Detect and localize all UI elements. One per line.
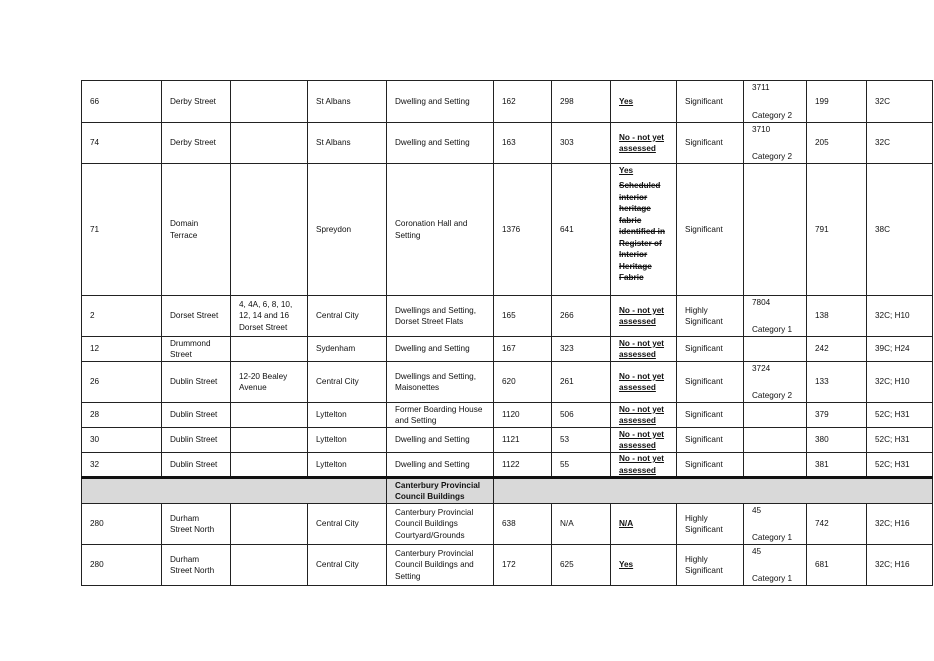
- additional-address: [231, 123, 308, 164]
- street-number: 280: [82, 545, 162, 586]
- significance: Significant: [677, 164, 744, 296]
- planning-map-number: 381: [807, 453, 867, 478]
- additional-address: [231, 428, 308, 453]
- suburb: Central City: [308, 504, 387, 545]
- planning-map-ref: 32C; H16: [867, 545, 933, 586]
- street-name: Durham Street North: [162, 504, 231, 545]
- suburb: St Albans: [308, 123, 387, 164]
- interior-status-text: Yes: [619, 166, 634, 175]
- street-name: Dublin Street: [162, 403, 231, 428]
- significance: Highly Significant: [677, 296, 744, 337]
- listing-number: 3724: [752, 364, 771, 373]
- listing-number: 45: [752, 547, 762, 556]
- interior-status-text: No - not yet assessed: [619, 454, 665, 475]
- planning-map-number: 138: [807, 296, 867, 337]
- significance: Significant: [677, 337, 744, 362]
- interior-status-text: No - not yet assessed: [619, 371, 665, 392]
- street-name: Dorset Street: [162, 296, 231, 337]
- suburb: Lyttelton: [308, 453, 387, 478]
- suburb: Central City: [308, 362, 387, 403]
- listing-number: 3710: [752, 125, 771, 134]
- section-heading-row: [82, 478, 933, 504]
- interior-status-text: No - not yet assessed: [619, 305, 665, 326]
- planning-map-ref: 52C; H31: [867, 428, 933, 453]
- street-number: 74: [82, 123, 162, 164]
- planning-map-number: 742: [807, 504, 867, 545]
- street-number: 26: [82, 362, 162, 403]
- section-spacer: [82, 478, 387, 504]
- heritage-item-number: 1122: [494, 453, 552, 478]
- planning-map-ref: 52C; H31: [867, 453, 933, 478]
- listing-number: 45: [752, 506, 762, 515]
- description: Former Boarding House and Setting: [387, 403, 494, 428]
- planning-map-ref: 38C: [867, 164, 933, 296]
- additional-address: [231, 81, 308, 123]
- additional-address: [231, 504, 308, 545]
- additional-address: [231, 453, 308, 478]
- significance: Highly Significant: [677, 545, 744, 586]
- street-name: Drummond Street: [162, 337, 231, 362]
- interior-status: [611, 296, 677, 337]
- nzhpt-listing: [744, 545, 807, 586]
- heritage-item-number: 1120: [494, 403, 552, 428]
- interior-status: [611, 337, 677, 362]
- significance: Significant: [677, 123, 744, 164]
- description: Dwellings and Setting, Maisonettes: [387, 362, 494, 403]
- description: Dwelling and Setting: [387, 123, 494, 164]
- interior-status: [611, 81, 677, 123]
- heritage-item-number: 165: [494, 296, 552, 337]
- nzhpt-listing: [744, 362, 807, 403]
- planning-map-number: 791: [807, 164, 867, 296]
- description: Canterbury Provincial Council Buildings Courtyard/Grounds: [387, 504, 494, 545]
- heritage-item-number: 162: [494, 81, 552, 123]
- nzhpt-listing: [744, 453, 807, 478]
- listing-category: Category 1: [752, 324, 793, 334]
- interior-status: [611, 545, 677, 586]
- table-row: [82, 123, 933, 164]
- struck-interior-note: Scheduled interior heritage fabric identified in Register of Interior Heritage Fabric: [619, 181, 665, 283]
- additional-address: 4, 4A, 6, 8, 10, 12, 14 and 16 Dorset Street: [231, 296, 308, 337]
- table-row: [82, 164, 933, 296]
- street-number: 30: [82, 428, 162, 453]
- suburb: Central City: [308, 545, 387, 586]
- interior-status: [611, 164, 677, 296]
- significance: Significant: [677, 81, 744, 123]
- additional-address: 12-20 Bealey Avenue: [231, 362, 308, 403]
- table-row: [82, 545, 933, 586]
- significance: Significant: [677, 362, 744, 403]
- table-row: [82, 428, 933, 453]
- nzhpt-listing: [744, 296, 807, 337]
- heritage-item-number: 163: [494, 123, 552, 164]
- setting-number: 641: [552, 164, 611, 296]
- planning-map-ref: 32C; H10: [867, 296, 933, 337]
- street-number: 2: [82, 296, 162, 337]
- interior-status: [611, 362, 677, 403]
- additional-address: [231, 164, 308, 296]
- street-name: Dublin Street: [162, 453, 231, 478]
- table-row: [82, 453, 933, 478]
- planning-map-number: 133: [807, 362, 867, 403]
- setting-number: 261: [552, 362, 611, 403]
- interior-status: [611, 428, 677, 453]
- interior-status-text: No - not yet assessed: [619, 132, 665, 153]
- planning-map-ref: 32C; H10: [867, 362, 933, 403]
- interior-status-text: No - not yet assessed: [619, 404, 665, 425]
- setting-number: 506: [552, 403, 611, 428]
- significance: Highly Significant: [677, 504, 744, 545]
- nzhpt-listing: [744, 81, 807, 123]
- street-number: 12: [82, 337, 162, 362]
- description: Coronation Hall and Setting: [387, 164, 494, 296]
- setting-number: 625: [552, 545, 611, 586]
- heritage-item-number: 1376: [494, 164, 552, 296]
- listing-category: Category 1: [752, 573, 793, 583]
- planning-map-number: 681: [807, 545, 867, 586]
- listing-number: 7804: [752, 298, 771, 307]
- description: Dwellings and Setting, Dorset Street Flats: [387, 296, 494, 337]
- suburb: Lyttelton: [308, 403, 387, 428]
- heritage-item-number: 172: [494, 545, 552, 586]
- suburb: Spreydon: [308, 164, 387, 296]
- planning-map-ref: 32C: [867, 81, 933, 123]
- additional-address: [231, 403, 308, 428]
- planning-map-ref: 32C; H16: [867, 504, 933, 545]
- section-spacer: [494, 478, 933, 504]
- listing-number: 3711: [752, 83, 770, 92]
- interior-status: [611, 123, 677, 164]
- planning-map-ref: 39C; H24: [867, 337, 933, 362]
- table-row: [82, 403, 933, 428]
- planning-map-number: 205: [807, 123, 867, 164]
- significance: Significant: [677, 428, 744, 453]
- interior-status: [611, 403, 677, 428]
- listing-category: Category 2: [752, 151, 793, 161]
- table-row: [82, 504, 933, 545]
- street-name: Derby Street: [162, 81, 231, 123]
- table-row: [82, 81, 933, 123]
- nzhpt-listing: [744, 164, 807, 296]
- nzhpt-listing: [744, 504, 807, 545]
- street-name: Durham Street North: [162, 545, 231, 586]
- street-number: 66: [82, 81, 162, 123]
- description: Dwelling and Setting: [387, 81, 494, 123]
- heritage-schedule-table: [81, 80, 933, 586]
- planning-map-number: 379: [807, 403, 867, 428]
- listing-category: Category 2: [752, 390, 793, 400]
- description: Dwelling and Setting: [387, 428, 494, 453]
- listing-category: Category 2: [752, 110, 793, 120]
- heritage-item-number: 638: [494, 504, 552, 545]
- planning-map-number: 199: [807, 81, 867, 123]
- interior-status-text: Yes: [619, 560, 634, 570]
- street-number: 28: [82, 403, 162, 428]
- additional-address: [231, 545, 308, 586]
- nzhpt-listing: [744, 428, 807, 453]
- interior-status-text: No - not yet assessed: [619, 429, 665, 450]
- interior-status-text: No - not yet assessed: [619, 338, 665, 359]
- setting-number: 266: [552, 296, 611, 337]
- setting-number: 53: [552, 428, 611, 453]
- significance: Significant: [677, 403, 744, 428]
- nzhpt-listing: [744, 403, 807, 428]
- section-heading: Canterbury Provincial Council Buildings: [387, 478, 494, 504]
- interior-status: [611, 453, 677, 478]
- nzhpt-listing: [744, 123, 807, 164]
- setting-number: N/A: [552, 504, 611, 545]
- additional-address: [231, 337, 308, 362]
- planning-map-number: 380: [807, 428, 867, 453]
- street-number: 71: [82, 164, 162, 296]
- street-name: Dublin Street: [162, 428, 231, 453]
- planning-map-ref: 32C: [867, 123, 933, 164]
- street-number: 280: [82, 504, 162, 545]
- listing-category: Category 1: [752, 532, 793, 542]
- setting-number: 303: [552, 123, 611, 164]
- interior-status-text: N/A: [619, 519, 634, 529]
- planning-map-ref: 52C; H31: [867, 403, 933, 428]
- significance: Significant: [677, 453, 744, 478]
- heritage-item-number: 620: [494, 362, 552, 403]
- suburb: St Albans: [308, 81, 387, 123]
- interior-status: [611, 504, 677, 545]
- suburb: Lyttelton: [308, 428, 387, 453]
- heritage-item-number: 167: [494, 337, 552, 362]
- nzhpt-listing: [744, 337, 807, 362]
- description: Dwelling and Setting: [387, 337, 494, 362]
- description: Dwelling and Setting: [387, 453, 494, 478]
- street-name: Domain Terrace: [162, 164, 231, 296]
- suburb: Central City: [308, 296, 387, 337]
- interior-status-text: Yes: [619, 96, 634, 106]
- street-name: Derby Street: [162, 123, 231, 164]
- table-row: [82, 296, 933, 337]
- description: Canterbury Provincial Council Buildings and Setting: [387, 545, 494, 586]
- setting-number: 323: [552, 337, 611, 362]
- setting-number: 55: [552, 453, 611, 478]
- table-row: [82, 362, 933, 403]
- street-name: Dublin Street: [162, 362, 231, 403]
- table-row: [82, 337, 933, 362]
- planning-map-number: 242: [807, 337, 867, 362]
- setting-number: 298: [552, 81, 611, 123]
- heritage-item-number: 1121: [494, 428, 552, 453]
- street-number: 32: [82, 453, 162, 478]
- suburb: Sydenham: [308, 337, 387, 362]
